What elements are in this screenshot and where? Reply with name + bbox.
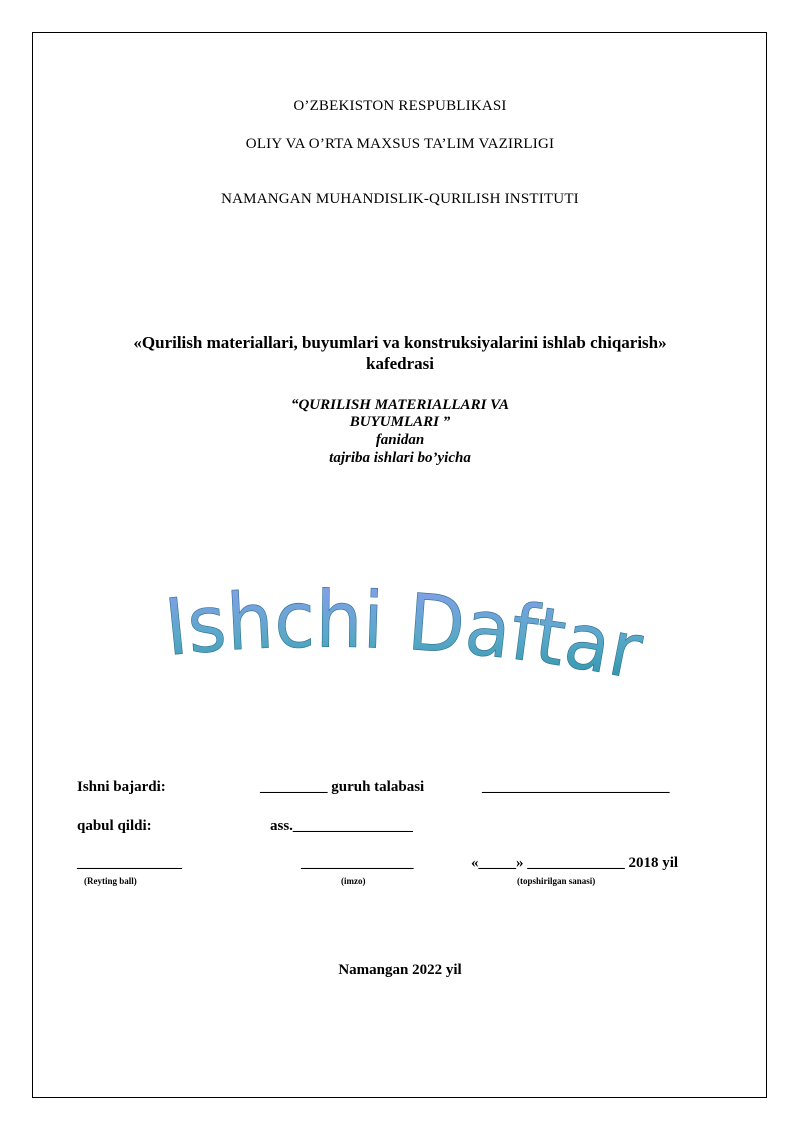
department-name: «Qurilish materiallari, buyumlari va konstruksiyalarini ishlab chiqarish» — [133, 333, 667, 352]
signature-caption: (imzo) — [341, 876, 366, 886]
subject-fanidan: fanidan — [375, 432, 425, 448]
date-caption: (topshirilgan sanasi) — [517, 876, 596, 886]
institute-heading: NAMANGAN MUHANDISLIK-QURILISH INSTITUTI — [221, 191, 579, 207]
date-blank: «_____» _____________ 2018 yil — [471, 855, 679, 871]
country-heading: O’ZBEKISTON RESPUBLIKASI — [293, 98, 507, 114]
subject-title-line2: BUYUMLARI ” — [349, 414, 451, 430]
wordart-text: Ishchi Daftar — [160, 575, 651, 698]
wordart-title — [150, 560, 660, 710]
subject-description: tajriba ishlari bo’yicha — [329, 450, 471, 466]
signature-blank: _______________ — [301, 855, 414, 871]
group-blank: _________ guruh talabasi — [260, 779, 425, 795]
ministry-heading: OLIY VA O’RTA MAXSUS TA’LIM VAZIRLIGI — [245, 136, 555, 152]
footer-city-year: Namangan 2022 yil — [338, 962, 462, 978]
performed-label: Ishni bajardi: — [77, 779, 166, 795]
subject-title-line1: “QURILISH MATERIALLARI VA — [290, 397, 510, 413]
rating-caption: (Reyting ball) — [84, 876, 137, 886]
svg-text:Ishchi Daftar — [161, 576, 650, 698]
student-name-blank: _________________________ — [482, 779, 670, 795]
rating-blank: ______________ — [77, 855, 182, 871]
assistant-blank: ass.________________ — [270, 818, 413, 834]
department-suffix: kafedrasi — [366, 354, 434, 373]
accepted-label: qabul qildi: — [77, 818, 152, 834]
